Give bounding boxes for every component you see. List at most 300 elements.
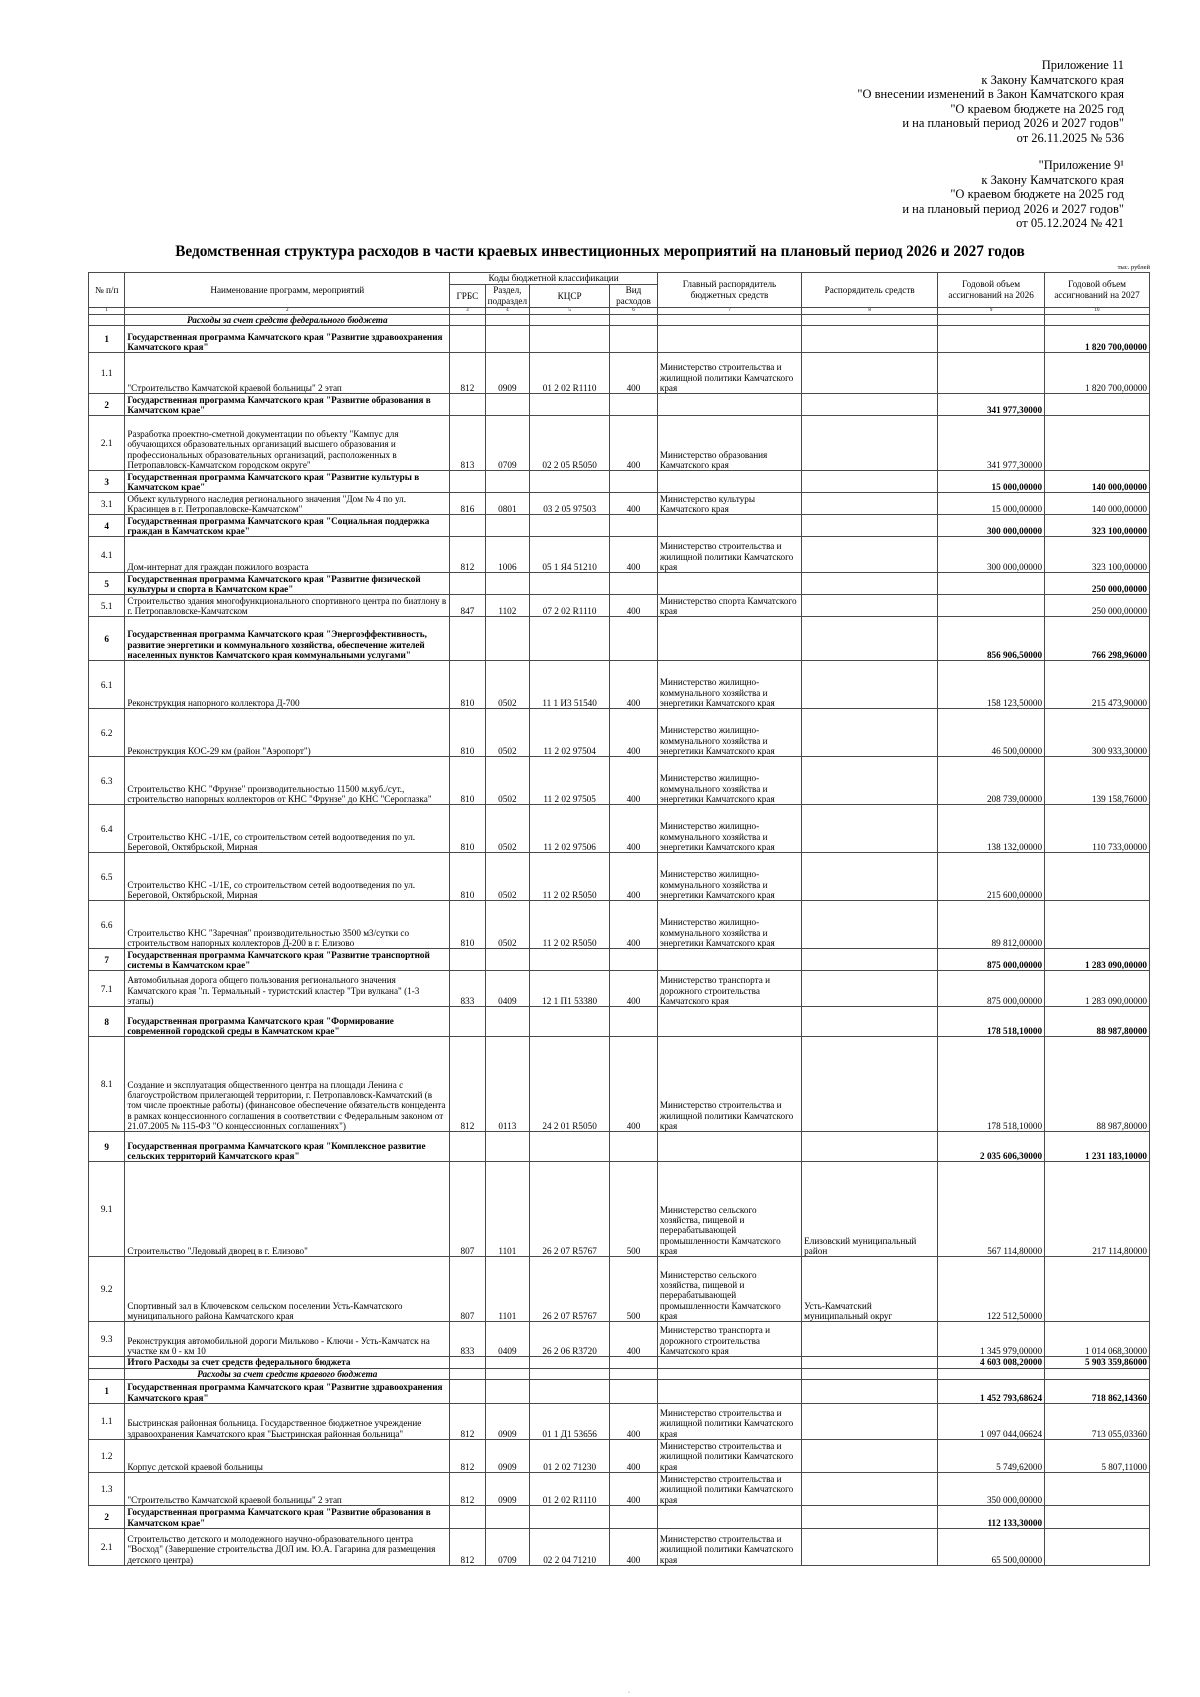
expense-type-code: 400 [610, 757, 658, 805]
empty-cell [450, 1505, 485, 1528]
empty-cell [657, 949, 801, 971]
header-line: и на плановый период 2026 и 2027 годов" [902, 201, 1124, 216]
amount-2027 [1045, 1472, 1150, 1505]
empty-cell [530, 394, 610, 416]
main-administrator: Министерство жилищно-коммунального хозяйства и энергетики Камчатского края [657, 757, 801, 805]
expense-type-code: 400 [610, 493, 658, 515]
empty-cell [802, 315, 938, 326]
empty-cell [485, 1368, 530, 1379]
main-administrator: Министерство транспорта и дорожного строительства Камчатского края [657, 971, 801, 1007]
expense-type-code: 400 [610, 1528, 658, 1565]
section-code: 0909 [485, 1439, 530, 1472]
administrator: Елизовский муниципальный район [802, 1162, 938, 1257]
administrator [802, 853, 938, 901]
program-row [89, 471, 1150, 493]
main-administrator: Министерство жилищно-коммунального хозяйства и энергетики Камчатского края [657, 661, 801, 709]
row-number: 9.3 [89, 1322, 125, 1357]
administrator [802, 709, 938, 757]
row-number: 1.1 [89, 1403, 125, 1439]
administrator [802, 1439, 938, 1472]
kcsr-code: 01 2 02 R1110 [530, 353, 610, 394]
empty-cell [530, 1368, 610, 1379]
main-administrator: Министерство спорта Камчатского края [657, 595, 801, 617]
col-header-grbs: ГРБС [450, 285, 485, 308]
amount-2026: 122 512,50000 [938, 1257, 1045, 1322]
empty-cell [485, 949, 530, 971]
empty-cell [802, 1007, 938, 1037]
row-number: 3 [89, 471, 125, 493]
amount-2027: 88 987,80000 [1045, 1037, 1150, 1132]
program-row [89, 617, 1150, 661]
program-name: Государственная программа Камчатского края "Энергоэффективность, развитие энергетики и коммунального хозяйства, обеспечение жителей населенных пунктов Камчатского края коммунальными услугами" [125, 617, 450, 661]
empty-cell [530, 315, 610, 326]
kcsr-code: 03 2 05 97503 [530, 493, 610, 515]
row-number: 8.1 [89, 1037, 125, 1132]
amount-2026: 875 000,00000 [938, 949, 1045, 971]
empty-cell [485, 1379, 530, 1403]
amount-2027 [1045, 1257, 1150, 1322]
header-line: и на плановый период 2026 и 2027 годов" [902, 116, 1124, 131]
amount-2026: 15 000,00000 [938, 493, 1045, 515]
empty-cell [802, 326, 938, 353]
item-row [89, 353, 1150, 394]
amount-2027 [1045, 1505, 1150, 1528]
empty-cell [610, 1007, 658, 1037]
amount-2026: 300 000,00000 [938, 537, 1045, 573]
empty-cell [450, 573, 485, 595]
empty-cell [530, 1357, 610, 1368]
grbs-code: 810 [450, 901, 485, 949]
header-line: Приложение 11 [1041, 58, 1124, 72]
program-name: Государственная программа Камчатского края "Развитие образования в Камчатском крае" [125, 1505, 450, 1528]
item-row [89, 1322, 1150, 1357]
empty-cell [450, 326, 485, 353]
amount-2027: 300 933,30000 [1045, 709, 1150, 757]
row-number: 6.6 [89, 901, 125, 949]
kcsr-code: 01 2 02 R1110 [530, 1472, 610, 1505]
administrator [802, 1322, 938, 1357]
empty-cell [802, 1379, 938, 1403]
amount-2027: 88 987,80000 [1045, 1007, 1150, 1037]
amount-2026: 178 518,10000 [938, 1007, 1045, 1037]
units-note: тыс. рублей [1117, 264, 1150, 271]
row-number: 4.1 [89, 537, 125, 573]
column-number-row [89, 308, 1150, 315]
grbs-code: 813 [450, 416, 485, 471]
amount-2026: 875 000,00000 [938, 971, 1045, 1007]
amount-2026: 1 452 793,68624 [938, 1379, 1045, 1403]
empty-cell [802, 1132, 938, 1162]
empty-cell [485, 515, 530, 537]
empty-cell [530, 515, 610, 537]
row-number: 1 [89, 1379, 125, 1403]
empty-cell [802, 573, 938, 595]
item-row [89, 757, 1150, 805]
item-row [89, 709, 1150, 757]
amount-2027: 1 820 700,00000 [1045, 353, 1150, 394]
empty-cell [450, 1357, 485, 1368]
empty-cell [450, 515, 485, 537]
kcsr-code: 11 2 02 R5050 [530, 901, 610, 949]
kcsr-code: 26 2 07 R5767 [530, 1257, 610, 1322]
column-number: 7 [657, 308, 801, 315]
row-number: 7.1 [89, 971, 125, 1007]
item-name: Корпус детской краевой больницы [125, 1439, 450, 1472]
header-line: от 05.12.2024 № 421 [1016, 216, 1124, 231]
empty-cell [485, 326, 530, 353]
amount-2027: 140 000,00000 [1045, 493, 1150, 515]
item-name: Строительство КНС "Заречная" производительностью 3500 м3/сутки со строительством напорных коллекторов Д-200 в г. Елизово [125, 901, 450, 949]
main-administrator: Министерство культуры Камчатского края [657, 493, 801, 515]
item-name: Реконструкция напорного коллектора Д-700 [125, 661, 450, 709]
grbs-code: 847 [450, 595, 485, 617]
row-number: 6.5 [89, 853, 125, 901]
empty-cell [657, 326, 801, 353]
section-row [89, 315, 1150, 326]
grbs-code: 810 [450, 853, 485, 901]
main-administrator: Министерство жилищно-коммунального хозяйства и энергетики Камчатского края [657, 805, 801, 853]
item-row [89, 1037, 1150, 1132]
administrator [802, 971, 938, 1007]
amount-2027: 110 733,00000 [1045, 805, 1150, 853]
section-code: 0909 [485, 1403, 530, 1439]
program-row [89, 515, 1150, 537]
administrator [802, 416, 938, 471]
program-name: Государственная программа Камчатского края "Развитие здравоохранения Камчатского края" [125, 1379, 450, 1403]
empty-cell [657, 1505, 801, 1528]
program-row [89, 949, 1150, 971]
kcsr-code: 26 2 06 R3720 [530, 1322, 610, 1357]
item-name: Создание и эксплуатация общественного центра на площади Ленина с благоустройством прилегающей территории, г. Петропавловск-Камчатский (в том числе проектные работы) (финансовое обеспечение обязательств концедента в рамках концессионного соглашения в соответствии с Федеральным законом от 21.07.2005 № 115-ФЗ "О концессионных соглашениях") [125, 1037, 450, 1132]
column-number: 10 [1045, 308, 1150, 315]
amount-2027: 217 114,80000 [1045, 1162, 1150, 1257]
section-code: 1101 [485, 1257, 530, 1322]
main-administrator: Министерство сельского хозяйства, пищевой и перерабатывающей промышленности Камчатского края [657, 1257, 801, 1322]
program-row [89, 573, 1150, 595]
row-number: 6.3 [89, 757, 125, 805]
administrator [802, 493, 938, 515]
section-code: 1102 [485, 595, 530, 617]
amount-2027 [1045, 416, 1150, 471]
grbs-code: 833 [450, 971, 485, 1007]
program-name: Государственная программа Камчатского края "Социальная поддержка граждан в Камчатском крае" [125, 515, 450, 537]
item-name: Объект культурного наследия регионального значения "Дом № 4 по ул. Красинцев в г. Петропавловске-Камчатском" [125, 493, 450, 515]
amount-2026: 1 345 979,00000 [938, 1322, 1045, 1357]
section-code: 0502 [485, 853, 530, 901]
section-code: 0502 [485, 709, 530, 757]
grbs-code: 812 [450, 537, 485, 573]
main-administrator: Министерство строительства и жилищной политики Камчатского края [657, 1403, 801, 1439]
item-row [89, 971, 1150, 1007]
amount-2026: 341 977,30000 [938, 394, 1045, 416]
program-row [89, 1132, 1150, 1162]
empty-cell [802, 949, 938, 971]
kcsr-code: 01 1 Д1 53656 [530, 1403, 610, 1439]
item-row [89, 805, 1150, 853]
empty-cell [657, 315, 801, 326]
grbs-code: 810 [450, 805, 485, 853]
expense-type-code: 400 [610, 1037, 658, 1132]
empty-cell [450, 949, 485, 971]
total-2027: 5 903 359,86000 [1045, 1357, 1150, 1368]
expense-type-code: 400 [610, 901, 658, 949]
main-administrator: Министерство строительства и жилищной политики Камчатского края [657, 537, 801, 573]
column-number: 9 [938, 308, 1045, 315]
empty-cell [485, 617, 530, 661]
amount-2027: 215 473,90000 [1045, 661, 1150, 709]
amount-2027: 718 862,14360 [1045, 1379, 1150, 1403]
grbs-code: 812 [450, 353, 485, 394]
item-name: Строительство КНС "Фрунзе" производительностью 11500 м.куб./сут., строительство напорных коллекторов от КНС "Фрунзе" до КНС "Сероглазка" [125, 757, 450, 805]
empty-cell [530, 1007, 610, 1037]
empty-cell [802, 1368, 938, 1379]
header-line: к Закону Камчатского края [981, 172, 1124, 187]
row-number: 1 [89, 326, 125, 353]
empty-cell [610, 1379, 658, 1403]
kcsr-code: 05 1 Я4 51210 [530, 537, 610, 573]
amount-2026: 46 500,00000 [938, 709, 1045, 757]
item-name: "Строительство Камчатской краевой больницы" 2 этап [125, 1472, 450, 1505]
empty-cell [802, 515, 938, 537]
item-name: Спортивный зал в Ключевском сельском поселении Усть-Камчатского муниципального района Камчатского края [125, 1257, 450, 1322]
empty-cell [802, 617, 938, 661]
section-code: 0909 [485, 353, 530, 394]
empty-cell [657, 573, 801, 595]
header-line: "О внесении изменений в Закон Камчатского края [857, 87, 1124, 102]
kcsr-code: 01 2 02 71230 [530, 1439, 610, 1472]
kcsr-code: 26 2 07 R5767 [530, 1162, 610, 1257]
empty-cell [657, 1379, 801, 1403]
administrator [802, 661, 938, 709]
item-name: "Строительство Камчатской краевой больницы" 2 этап [125, 353, 450, 394]
empty-cell [530, 1379, 610, 1403]
program-name: Государственная программа Камчатского края "Комплексное развитие сельских территорий Камчатского края" [125, 1132, 450, 1162]
program-row [89, 326, 1150, 353]
col-header-2027: Годовой объем ассигнований на 2027 [1045, 273, 1150, 308]
col-header-main-admin: Главный распорядитель бюджетных средств [657, 273, 801, 308]
empty-cell [450, 394, 485, 416]
row-number: 2.1 [89, 1528, 125, 1565]
col-header-admin: Распорядитель средств [802, 273, 938, 308]
empty-cell [485, 1007, 530, 1037]
total-2026: 4 603 008,20000 [938, 1357, 1045, 1368]
empty-cell [610, 394, 658, 416]
expense-type-code: 400 [610, 661, 658, 709]
empty-cell [657, 394, 801, 416]
empty-cell [610, 573, 658, 595]
item-name: Разработка проектно-сметной документации по объекту "Кампус для обучающихся образовательных организаций высшего образования и профессиональных образовательных организаций, расположенных в Петропавловск-Камчатском городском округе" [125, 416, 450, 471]
administrator [802, 901, 938, 949]
grbs-code: 816 [450, 493, 485, 515]
empty-cell [89, 315, 125, 326]
section-code: 1101 [485, 1162, 530, 1257]
main-administrator: Министерство строительства и жилищной политики Камчатского края [657, 1528, 801, 1565]
empty-cell [610, 617, 658, 661]
main-administrator: Министерство строительства и жилищной политики Камчатского края [657, 1472, 801, 1505]
empty-cell [530, 573, 610, 595]
amount-2027 [1045, 853, 1150, 901]
expense-type-code: 400 [610, 595, 658, 617]
empty-cell [89, 1357, 125, 1368]
grbs-code: 812 [450, 1439, 485, 1472]
grbs-code: 812 [450, 1472, 485, 1505]
row-number: 2 [89, 1505, 125, 1528]
amount-2027: 766 298,96000 [1045, 617, 1150, 661]
row-number: 1.3 [89, 1472, 125, 1505]
amount-2026: 2 035 606,30000 [938, 1132, 1045, 1162]
amount-2026: 112 133,30000 [938, 1505, 1045, 1528]
item-name: Быстринская районная больница. Государственное бюджетное учреждение здравоохранения Камчатского края "Быстринская районная больница" [125, 1403, 450, 1439]
empty-cell [450, 617, 485, 661]
col-header-vr: Вид расходов [610, 285, 658, 308]
kcsr-code: 02 2 05 R5050 [530, 416, 610, 471]
administrator: Усть-Камчатский муниципальный округ [802, 1257, 938, 1322]
empty-cell [610, 1357, 658, 1368]
expense-type-code: 400 [610, 1439, 658, 1472]
kcsr-code: 02 2 04 71210 [530, 1528, 610, 1565]
kcsr-code: 11 1 И3 51540 [530, 661, 610, 709]
row-number: 9.1 [89, 1162, 125, 1257]
section-code: 0502 [485, 757, 530, 805]
expense-type-code: 400 [610, 971, 658, 1007]
empty-cell [657, 1357, 801, 1368]
program-name: Государственная программа Камчатского края "Развитие здравоохранения Камчатского края" [125, 326, 450, 353]
item-name: Реконструкция КОС-29 км (район "Аэропорт") [125, 709, 450, 757]
grbs-code: 807 [450, 1162, 485, 1257]
row-number: 6.1 [89, 661, 125, 709]
main-administrator: Министерство жилищно-коммунального хозяйства и энергетики Камчатского края [657, 853, 801, 901]
amount-2026: 341 977,30000 [938, 416, 1045, 471]
empty-cell [485, 471, 530, 493]
amount-2026: 15 000,00000 [938, 471, 1045, 493]
empty-cell [485, 394, 530, 416]
main-administrator: Министерство образования Камчатского края [657, 416, 801, 471]
program-name: Государственная программа Камчатского края "Развитие образования в Камчатском крае" [125, 394, 450, 416]
item-row [89, 493, 1150, 515]
amount-2027: 139 158,76000 [1045, 757, 1150, 805]
program-row [89, 394, 1150, 416]
item-row [89, 1162, 1150, 1257]
amount-2026: 350 000,00000 [938, 1472, 1045, 1505]
item-row [89, 661, 1150, 709]
item-row [89, 901, 1150, 949]
kcsr-code: 11 2 02 R5050 [530, 853, 610, 901]
empty-cell [450, 315, 485, 326]
expense-type-code: 400 [610, 709, 658, 757]
row-number: 8 [89, 1007, 125, 1037]
total-row [89, 1357, 1150, 1368]
administrator [802, 1403, 938, 1439]
amount-2026: 856 906,50000 [938, 617, 1045, 661]
col-header-2026: Годовой объем ассигнований на 2026 [938, 273, 1045, 308]
expense-type-code: 400 [610, 1322, 658, 1357]
section-code: 0801 [485, 493, 530, 515]
amount-2027: 1 820 700,00000 [1045, 326, 1150, 353]
amount-2026: 208 739,00000 [938, 757, 1045, 805]
grbs-code: 833 [450, 1322, 485, 1357]
amount-2027: 250 000,00000 [1045, 595, 1150, 617]
section-code: 1006 [485, 537, 530, 573]
section-code: 0909 [485, 1472, 530, 1505]
expense-type-code: 400 [610, 805, 658, 853]
item-row [89, 1439, 1150, 1472]
administrator [802, 595, 938, 617]
empty-cell [802, 471, 938, 493]
grbs-code: 812 [450, 1528, 485, 1565]
kcsr-code: 11 2 02 97506 [530, 805, 610, 853]
program-name: Государственная программа Камчатского края "Формирование современной городской среды в Камчатском крае" [125, 1007, 450, 1037]
amount-2026: 65 500,00000 [938, 1528, 1045, 1565]
empty-cell [1045, 315, 1150, 326]
item-row [89, 1403, 1150, 1439]
section-code: 0502 [485, 661, 530, 709]
empty-cell [1045, 1368, 1150, 1379]
empty-cell [485, 573, 530, 595]
kcsr-code: 11 2 02 97505 [530, 757, 610, 805]
administrator [802, 1037, 938, 1132]
amount-2026 [938, 573, 1045, 595]
col-header-kcsr: КЦСР [530, 285, 610, 308]
amount-2026 [938, 353, 1045, 394]
row-number: 3.1 [89, 493, 125, 515]
grbs-code: 807 [450, 1257, 485, 1322]
amount-2026: 567 114,80000 [938, 1162, 1045, 1257]
administrator [802, 537, 938, 573]
expense-type-code: 400 [610, 1403, 658, 1439]
row-number: 1.2 [89, 1439, 125, 1472]
empty-cell [802, 1357, 938, 1368]
empty-cell [530, 1132, 610, 1162]
column-number: 8 [802, 308, 938, 315]
empty-cell [485, 315, 530, 326]
empty-cell [657, 471, 801, 493]
main-administrator: Министерство строительства и жилищной политики Камчатского края [657, 1037, 801, 1132]
section-code: 0113 [485, 1037, 530, 1132]
amendment-header [857, 58, 1124, 146]
total-label: Итого Расходы за счет средств федерального бюджета [125, 1357, 450, 1368]
empty-cell [657, 1368, 801, 1379]
item-row [89, 595, 1150, 617]
item-name: Строительство "Ледовый дворец в г. Елизово" [125, 1162, 450, 1257]
header-line: "Приложение 9¹ [1038, 158, 1124, 172]
item-row [89, 1472, 1150, 1505]
empty-cell [657, 515, 801, 537]
amount-2026 [938, 326, 1045, 353]
empty-cell [610, 515, 658, 537]
item-name: Дом-интернат для граждан пожилого возраста [125, 537, 450, 573]
grbs-code: 810 [450, 709, 485, 757]
item-row [89, 853, 1150, 901]
col-header-name: Наименование программ, мероприятий [125, 273, 450, 308]
col-header-section: Раздел, подраздел [485, 285, 530, 308]
grbs-code: 810 [450, 757, 485, 805]
empty-cell [938, 1368, 1045, 1379]
section-title: Расходы за счет средств федерального бюджета [125, 315, 450, 326]
item-name: Реконструкция автомобильной дороги Мильково - Ключи - Усть-Камчатск на участке км 0 - км 10 [125, 1322, 450, 1357]
amount-2027: 323 100,00000 [1045, 515, 1150, 537]
amount-2027: 713 055,03360 [1045, 1403, 1150, 1439]
empty-cell [657, 617, 801, 661]
section-title: Расходы за счет средств краевого бюджета [125, 1368, 450, 1379]
empty-cell [802, 1505, 938, 1528]
administrator [802, 1528, 938, 1565]
empty-cell [450, 1132, 485, 1162]
row-number: 5.1 [89, 595, 125, 617]
main-administrator: Министерство строительства и жилищной политики Камчатского края [657, 353, 801, 394]
row-number: 6.4 [89, 805, 125, 853]
section-code: 0502 [485, 901, 530, 949]
amount-2026 [938, 595, 1045, 617]
